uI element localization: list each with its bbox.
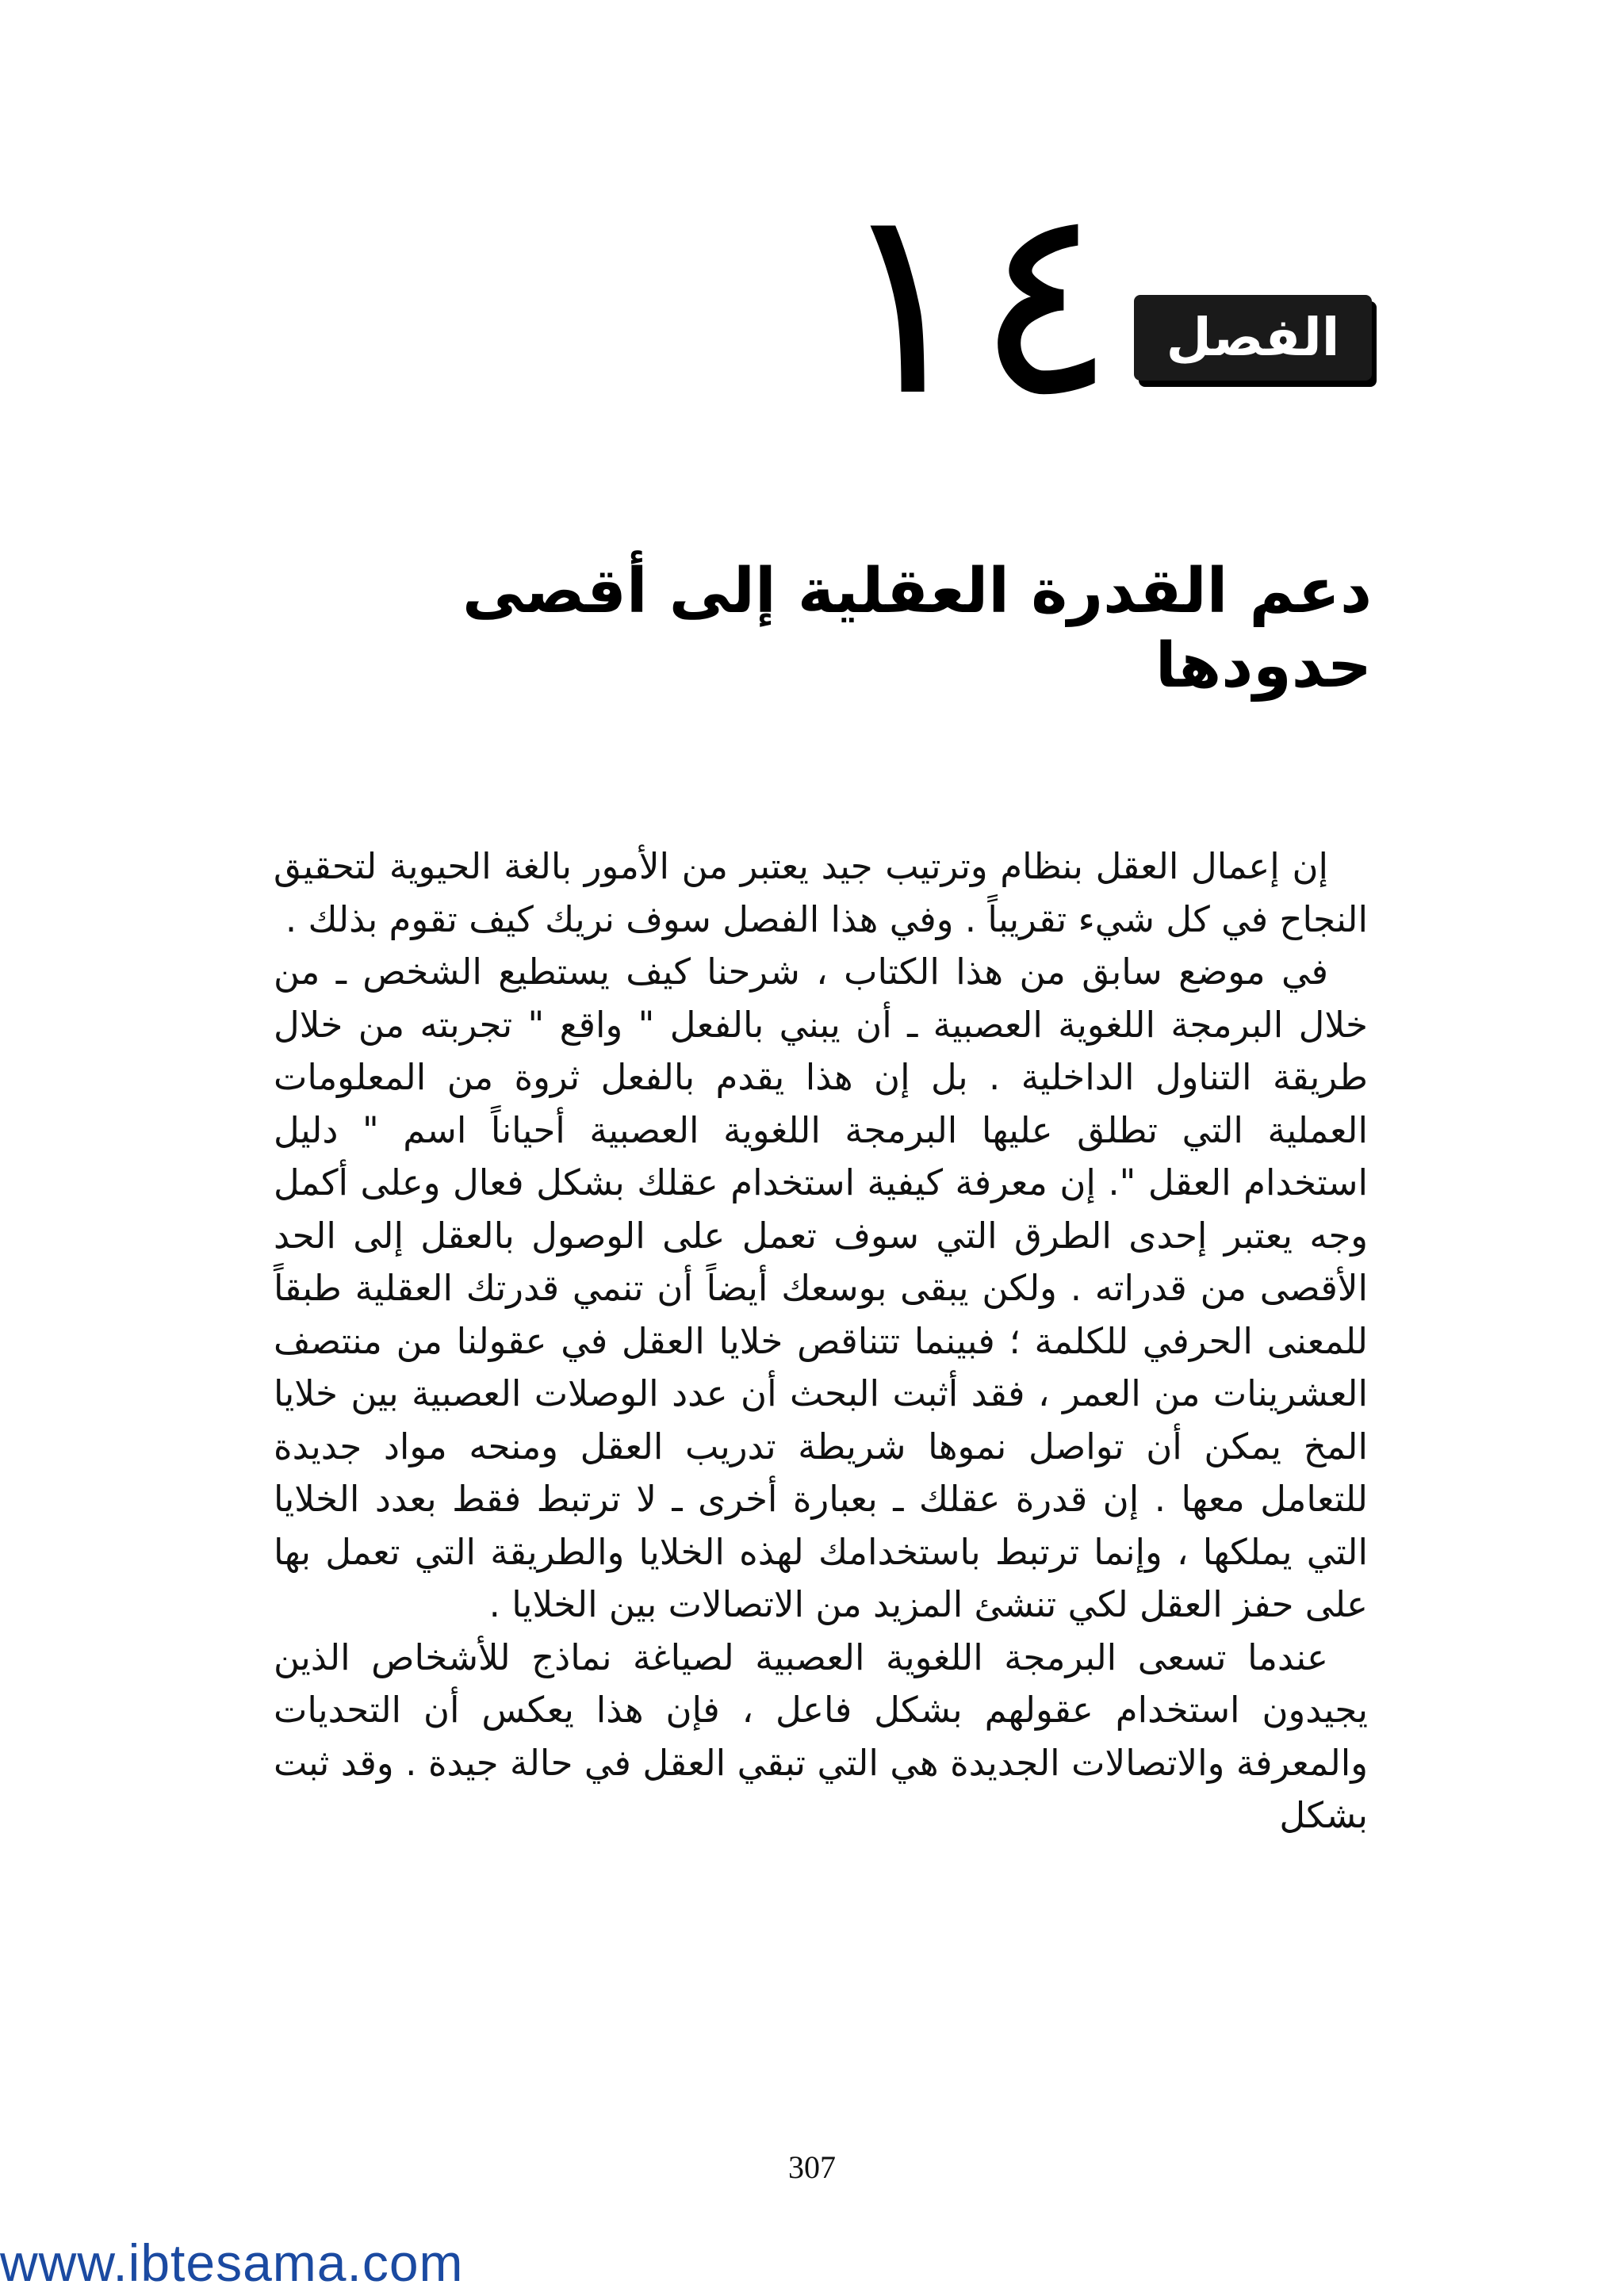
chapter-title: دعم القدرة العقلية إلى أقصى حدودها	[462, 556, 1372, 702]
body-text	[274, 840, 1368, 1843]
paragraph: إن إعمال العقل بنظام وترتيب جيد يعتبر من الأمور بالغة الحيوية لتحقيق النجاح في كل شيء تقريباً . وفي هذا الفصل سوف نريك كيف تقوم بذلك .	[274, 845, 1368, 940]
page-number: 307	[788, 2149, 836, 2185]
paragraph: في موضع سابق من هذا الكتاب ، شرحنا كيف يستطيع الشخص ـ من خلال البرمجة اللغوية العصبية ـ أن يبني بالفعل " واقع " تجربته من خلال طريقة التناول الداخلية . بل إن هذا يقدم بالفعل ثروة من المعلومات العملية التي تطلق عليها البرمجة اللغوية العصبية أحياناً اسم " دليل استخدام العقل ". إن معرفة كيفية استخدام عقلك بشكل فعال وعلى أكمل وجه يعتبر إحدى الطرق التي سوف تعمل على الوصول بالعقل إلى الحد الأقصى من قدراته . ولكن يبقى بوسعك أيضاً أن تنمي قدرتك العقلية طبقاً للمعنى الحرفي للكلمة ؛ فبينما تتناقص خلايا العقل في عقولنا من منتصف العشرينات من العمر ، فقد أثبت البحث أن عدد الوصلات العصبية بين خلايا المخ يمكن أن تواصل نموها شريطة تدريب العقل ومنحه مواد جديدة للتعامل معها . إن قدرة عقلك ـ بعبارة أخرى ـ لا ترتبط فقط بعدد الخلايا التي يملكها ، وإنما ترتبط باستخدامك لهذه الخلايا والطريقة التي تعمل بها على حفز العقل لكي تنشئ المزيد من الاتصالات بين الخلايا .	[274, 951, 1368, 1625]
chapter-number: ١٤	[834, 149, 1116, 453]
chapter-label-badge	[1134, 295, 1372, 381]
watermark-url[interactable]: www.ibtesama.com	[0, 2233, 464, 2292]
paragraph: عندما تسعى البرمجة اللغوية العصبية لصياغة نماذج للأشخاص الذين يجيدون استخدام عقولهم بشكل فاعل ، فإن هذا يعكس أن التحديات والمعرفة والاتصالات الجديدة هي التي تبقي العقل في حالة جيدة . وقد ثبت بشكل	[274, 1636, 1368, 1836]
chapter-label: الفصل	[1166, 307, 1340, 368]
